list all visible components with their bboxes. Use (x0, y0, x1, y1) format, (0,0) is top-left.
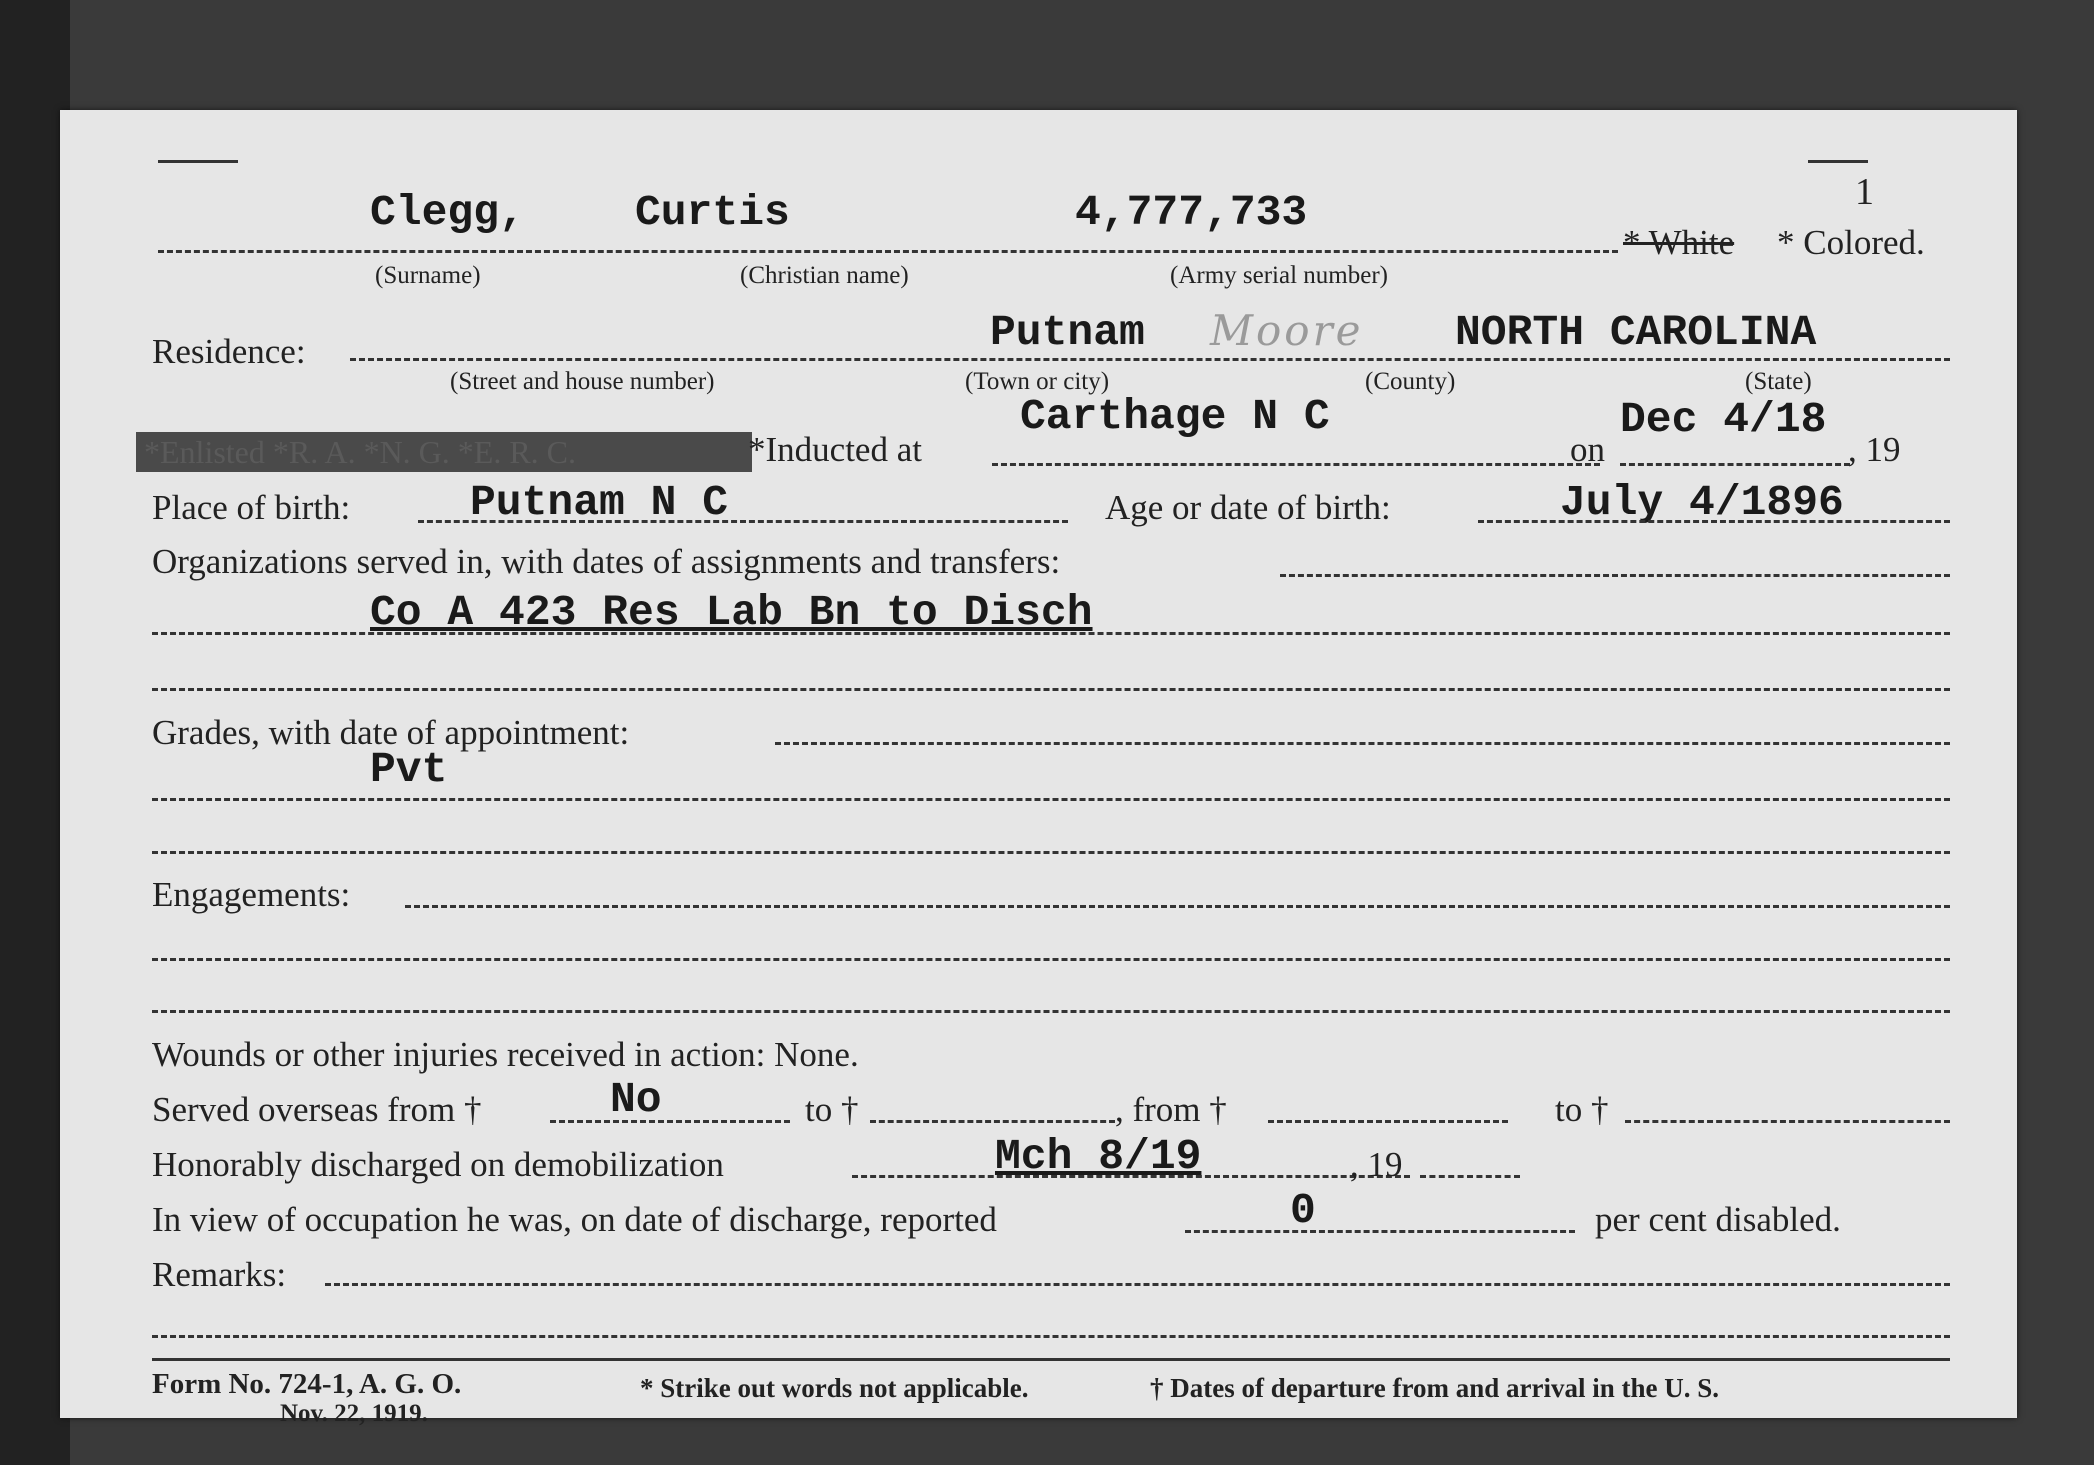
overseas-from-line (550, 1120, 790, 1123)
disability-label: In view of occupation he was, on date of discharge, reported (152, 1200, 997, 1239)
caption-surname: (Surname) (375, 262, 481, 289)
serial-number-value: 4,777,733 (1075, 188, 1308, 237)
residence-town-value: Putnam (990, 308, 1145, 357)
organizations-label: Organizations served in, with dates of assignments and transfers: (152, 542, 1061, 581)
remarks-line-2 (152, 1335, 1950, 1338)
footnote-dates: † Dates of departure from and arrival in the U. S. (1150, 1373, 1719, 1403)
enlisted-redaction-bar: *Enlisted *R. A. *N. G. *E. R. C. (136, 432, 752, 472)
grades-value: Pvt (370, 745, 448, 794)
engagements-label: Engagements: (152, 875, 351, 914)
footer-rule (152, 1358, 1950, 1361)
engagements-line-1 (405, 905, 1950, 908)
age-label: Age or date of birth: (1105, 488, 1391, 527)
remarks-line-1 (325, 1283, 1950, 1286)
race-colored: * Colored. (1777, 223, 1925, 262)
engagements-line-3 (152, 1010, 1950, 1013)
overseas-value: No (610, 1075, 662, 1124)
birth-date-line (1478, 520, 1950, 523)
organizations-line-2 (152, 632, 1950, 635)
residence-line (350, 358, 1950, 361)
discharge-date-value: Mch 8/19 (995, 1132, 1202, 1181)
inducted-on-label: on (1570, 430, 1605, 469)
grades-line-1 (775, 742, 1950, 745)
race-white: * White (1623, 223, 1735, 262)
caption-serial-number: (Army serial number) (1170, 262, 1388, 289)
inducted-date-line (1620, 463, 1850, 466)
inducted-place-line (992, 463, 1600, 466)
overseas-from-label-2: , from † (1115, 1090, 1227, 1129)
organizations-line-3 (152, 688, 1950, 691)
overseas-to-line-2 (1625, 1120, 1950, 1123)
inducted-label: *Inducted at (748, 430, 922, 469)
wounds-label: Wounds or other injuries received in action: None. (152, 1035, 859, 1074)
service-record-card (60, 110, 2017, 1427)
caption-county: (County) (1365, 368, 1456, 395)
overseas-to-label-2: to † (1555, 1090, 1609, 1129)
overseas-from-line-2 (1268, 1120, 1508, 1123)
form-number: Form No. 724-1, A. G. O. (152, 1368, 462, 1400)
surname-value: Clegg, (370, 188, 525, 237)
organizations-value: Co A 423 Res Lab Bn to Disch (370, 588, 1093, 637)
christian-name-value: Curtis (635, 188, 790, 237)
grades-line-2 (152, 798, 1950, 801)
disability-value: 0 (1290, 1186, 1316, 1235)
overseas-to-label: to † (805, 1090, 859, 1129)
residence-state-value: NORTH CAROLINA (1455, 308, 1817, 357)
discharge-label: Honorably discharged on demobilization (152, 1145, 724, 1184)
grades-label: Grades, with date of appointment: (152, 713, 630, 752)
caption-state: (State) (1745, 368, 1812, 395)
birthplace-value: Putnam N C (470, 478, 729, 527)
caption-town: (Town or city) (965, 368, 1110, 395)
footnote-strike-out: * Strike out words not applicable. (640, 1373, 1029, 1403)
overseas-to-line (870, 1120, 1115, 1123)
card-number: 1 (1855, 171, 1874, 213)
disability-line (1185, 1230, 1575, 1233)
discharge-year-line (1420, 1175, 1520, 1178)
birth-date-value: July 4/1896 (1560, 478, 1844, 527)
caption-street: (Street and house number) (450, 368, 715, 395)
inducted-place-value: Carthage N C (1020, 392, 1330, 441)
caption-christian-name: (Christian name) (740, 262, 909, 289)
birthplace-line (418, 520, 1068, 523)
inducted-date-value: Dec 4/18 (1620, 395, 1827, 444)
residence-label: Residence: (152, 332, 306, 371)
discharge-date-line (852, 1175, 1410, 1178)
birthplace-label: Place of birth: (152, 488, 351, 527)
overseas-label: Served overseas from † (152, 1090, 482, 1129)
name-line (158, 250, 1618, 253)
engagements-line-2 (152, 958, 1950, 961)
disability-suffix: per cent disabled. (1595, 1200, 1841, 1239)
discharge-year-label: , 19 (1350, 1145, 1403, 1184)
remarks-label: Remarks: (152, 1255, 287, 1294)
top-right-rule (1808, 160, 1868, 163)
form-date: Nov. 22, 1919. (280, 1400, 428, 1427)
top-left-rule (158, 160, 238, 163)
residence-county-value: Moore (1210, 306, 1364, 355)
grades-line-3 (152, 851, 1950, 854)
organizations-line-1 (1280, 574, 1950, 577)
inducted-year-prefix: , 19 (1848, 430, 1901, 469)
